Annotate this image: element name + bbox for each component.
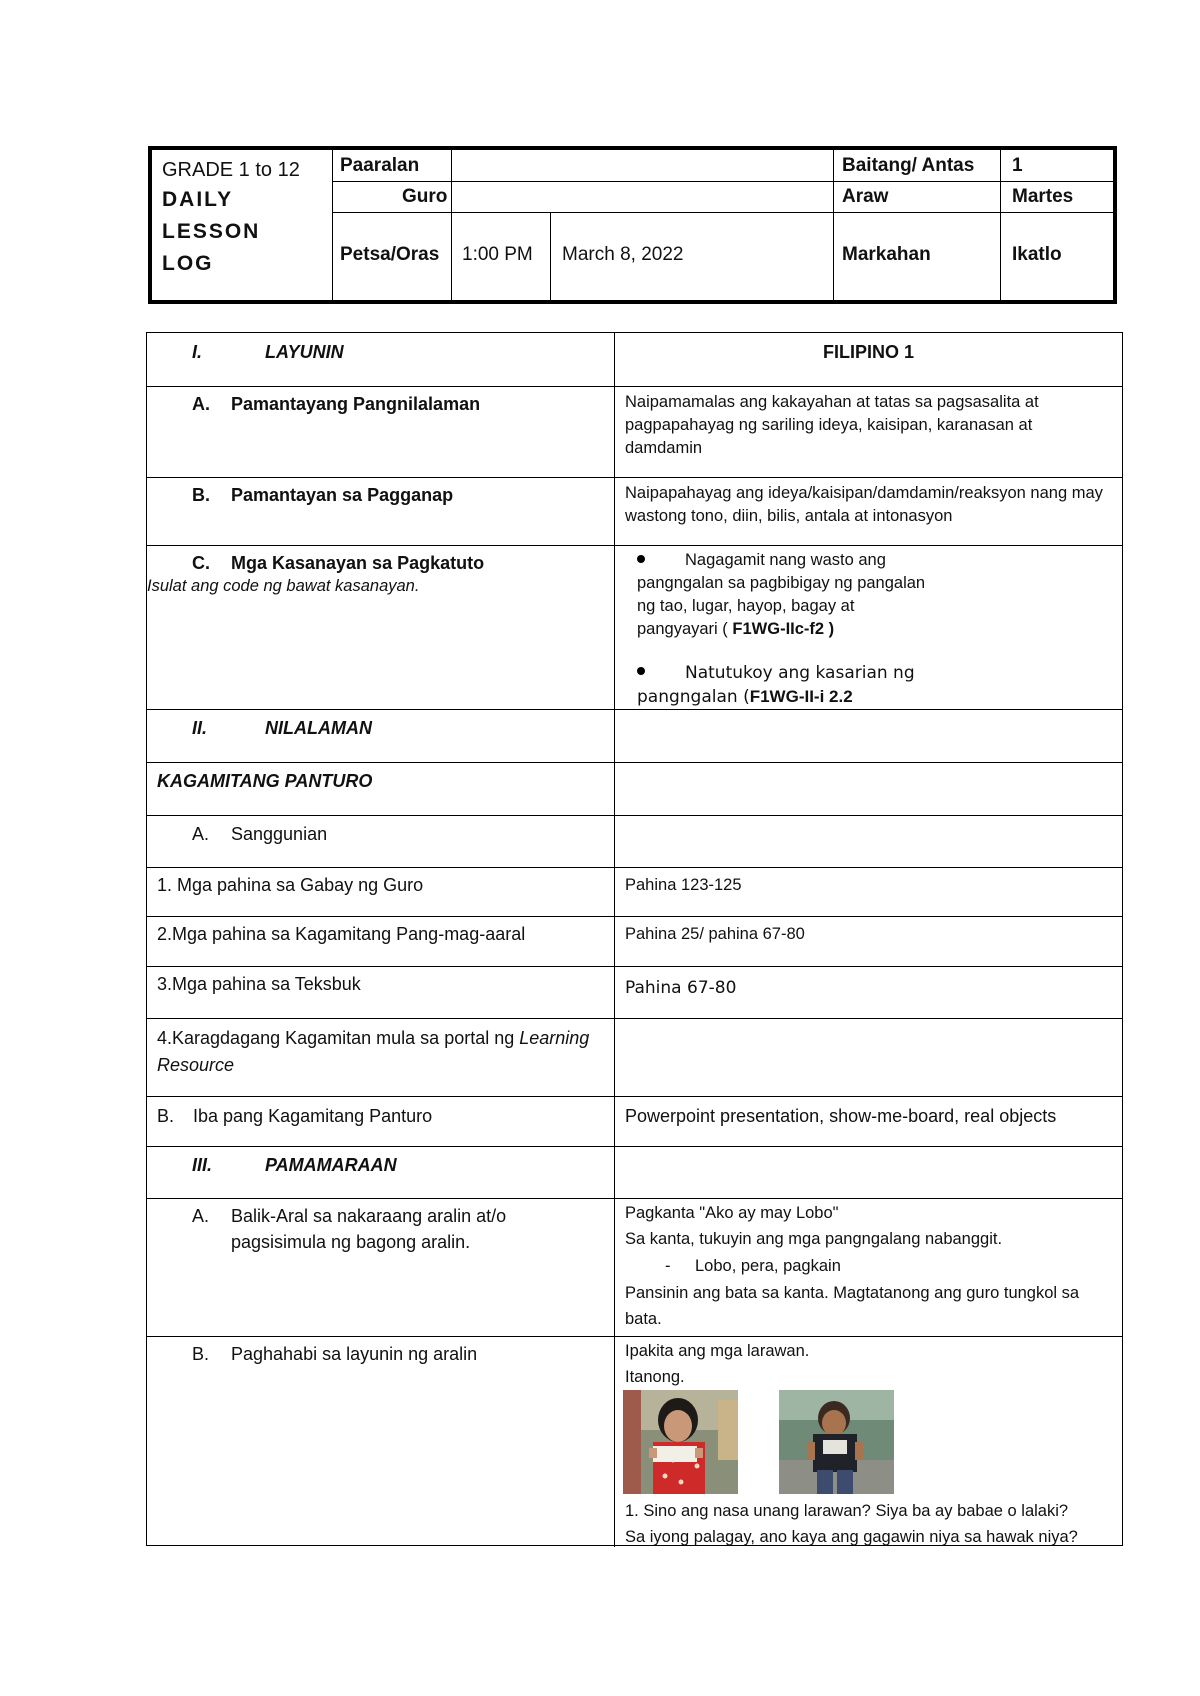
competency-text: pangngalan sa pagbibigay ng pangalan [637, 574, 926, 592]
item-number: B. [157, 1106, 175, 1126]
review-text: Pansinin ang bata sa kanta. Magtatanong ang guro tungkol sa [625, 1284, 1080, 1302]
section-title: NILALAMAN [265, 718, 372, 738]
grade-label: Baitang/ Antas [842, 155, 975, 176]
divider [1000, 150, 1001, 300]
day-label: Araw [842, 186, 889, 207]
reference-label: 3.Mga pahina sa Teksbuk [157, 974, 361, 994]
divider [332, 150, 333, 300]
item-number: B. [192, 485, 210, 505]
competencies-note: Isulat ang code ng bawat kasanayan. [147, 577, 420, 595]
reference-label: 1. Mga pahina sa Gabay ng Guro [157, 875, 424, 895]
review-text: Sa kanta, tukuyin ang mga pangngalang nabanggit. [625, 1230, 1003, 1248]
performance-standard-label: Pamantayan sa Pagganap [231, 485, 454, 505]
table-row [147, 1147, 1122, 1199]
table-row [147, 546, 1122, 710]
bullet-icon [637, 667, 645, 675]
review-label: pagsisimula ng bagong aralin. [231, 1232, 471, 1252]
teacher-label: Guro [402, 186, 448, 207]
item-number: A. [192, 1206, 210, 1226]
section-number: I. [192, 342, 203, 362]
table-row [147, 387, 1122, 478]
motivation-label: Paghahabi sa layunin ng aralin [231, 1344, 478, 1364]
item-number: C. [192, 553, 210, 573]
divider [833, 150, 834, 300]
motivation-text: Ipakita ang mga larawan. [625, 1342, 810, 1360]
competency-text: pangngalan (F1WG-II-i 2.2 [637, 687, 853, 707]
table-row [147, 1097, 1122, 1147]
review-text: Pagkanta "Ako ay may Lobo" [625, 1204, 839, 1222]
reference-value: Pahina 25/ pahina 67-80 [625, 925, 805, 943]
review-text: Lobo, pera, pagkain [695, 1257, 841, 1275]
competency-code: F1WG-IIc-f2 [732, 620, 825, 638]
table-row [147, 917, 1122, 967]
dll-title: GRADE 1 to 12 DAILY LESSON LOG [162, 159, 300, 275]
competency-item: Natutukoy ang kasarian ng [637, 662, 915, 685]
divider [332, 212, 1113, 213]
table-row [147, 333, 1122, 387]
reference-label: Resource [157, 1055, 235, 1075]
table-row [147, 967, 1122, 1019]
boy-photo [779, 1390, 894, 1494]
motivation-question: Sa iyong palagay, ano kaya ang gagawin niya sa hawak niya? [625, 1528, 1078, 1546]
section-title: PAMAMARAAN [265, 1155, 397, 1175]
reference-label: 4.Karagdagang Kagamitan mula sa portal ng Learning [157, 1028, 590, 1048]
time-value: 1:00 PM [462, 244, 533, 265]
item-number: B. [192, 1344, 210, 1364]
competency-item: Nagagamit nang wasto ang [637, 549, 886, 572]
review-label: Balik-Aral sa nakaraang aralin at/o [231, 1206, 507, 1226]
section-number: II. [192, 718, 208, 738]
lesson-table [146, 332, 1123, 1546]
competency-code: F1WG-II-i 2.2 [749, 687, 853, 706]
date-value: March 8, 2022 [562, 244, 684, 265]
table-row [147, 763, 1122, 816]
table-row [147, 478, 1122, 546]
reference-value: Pahina 123-125 [625, 876, 742, 894]
section-number: III. [192, 1155, 213, 1175]
competency-text: ng tao, lugar, hayop, bagay at [637, 597, 855, 615]
day-value: Martes [1012, 186, 1074, 207]
table-row [147, 710, 1122, 763]
header-table [148, 146, 1117, 304]
dash-marker: - [665, 1257, 671, 1275]
content-standard-text: pagpapahayag ng sariling ideya, kaisipan, karanasan at [625, 416, 1033, 434]
school-label: Paaralan [340, 155, 420, 176]
subject-title: FILIPINO 1 [823, 342, 915, 362]
table-row [147, 1337, 1122, 1547]
girl-photo [623, 1390, 738, 1494]
quarter-label: Markahan [842, 244, 931, 265]
table-row [147, 1019, 1122, 1097]
table-row [147, 816, 1122, 868]
quarter-value: Ikatlo [1012, 244, 1062, 265]
competency-text: pangyayari ( F1WG-IIc-f2 ) [637, 620, 835, 638]
motivation-text: Itanong. [625, 1368, 685, 1386]
performance-standard-text: Naipapahayag ang ideya/kaisipan/damdamin/reaksyon nang may [625, 484, 1103, 502]
datetime-label: Petsa/Oras [340, 244, 440, 265]
table-row [147, 1199, 1122, 1337]
divider [332, 181, 1113, 182]
item-number: A. [192, 824, 210, 844]
competencies-label: Mga Kasanayan sa Pagkatuto [231, 553, 485, 573]
divider [550, 212, 551, 300]
item-number: A. [192, 394, 210, 414]
content-standard-text: damdamin [625, 439, 703, 457]
grade-value: 1 [1012, 155, 1023, 176]
table-row [147, 868, 1122, 917]
reference-value: Pahina 67-80 [625, 978, 737, 998]
bullet-icon [637, 555, 645, 563]
reference-label: 2.Mga pahina sa Kagamitang Pang-mag-aaral [157, 924, 526, 944]
other-materials-value: Powerpoint presentation, show-me-board, real objects [625, 1106, 1057, 1126]
review-text: bata. [625, 1310, 662, 1328]
section-title: LAYUNIN [265, 342, 344, 362]
other-materials-label: Iba pang Kagamitang Panturo [193, 1106, 433, 1126]
references-label: Sanggunian [231, 824, 328, 844]
content-standard-text: Naipamamalas ang kakayahan at tatas sa pagsasalita at [625, 393, 1039, 411]
section-title: KAGAMITANG PANTURO [157, 771, 373, 791]
performance-standard-text: wastong tono, diin, bilis, antala at intonasyon [625, 507, 953, 525]
motivation-question: 1. Sino ang nasa unang larawan? Siya ba ay babae o lalaki? [625, 1502, 1069, 1520]
divider [451, 150, 452, 300]
content-standard-label: Pamantayang Pangnilalaman [231, 394, 481, 414]
